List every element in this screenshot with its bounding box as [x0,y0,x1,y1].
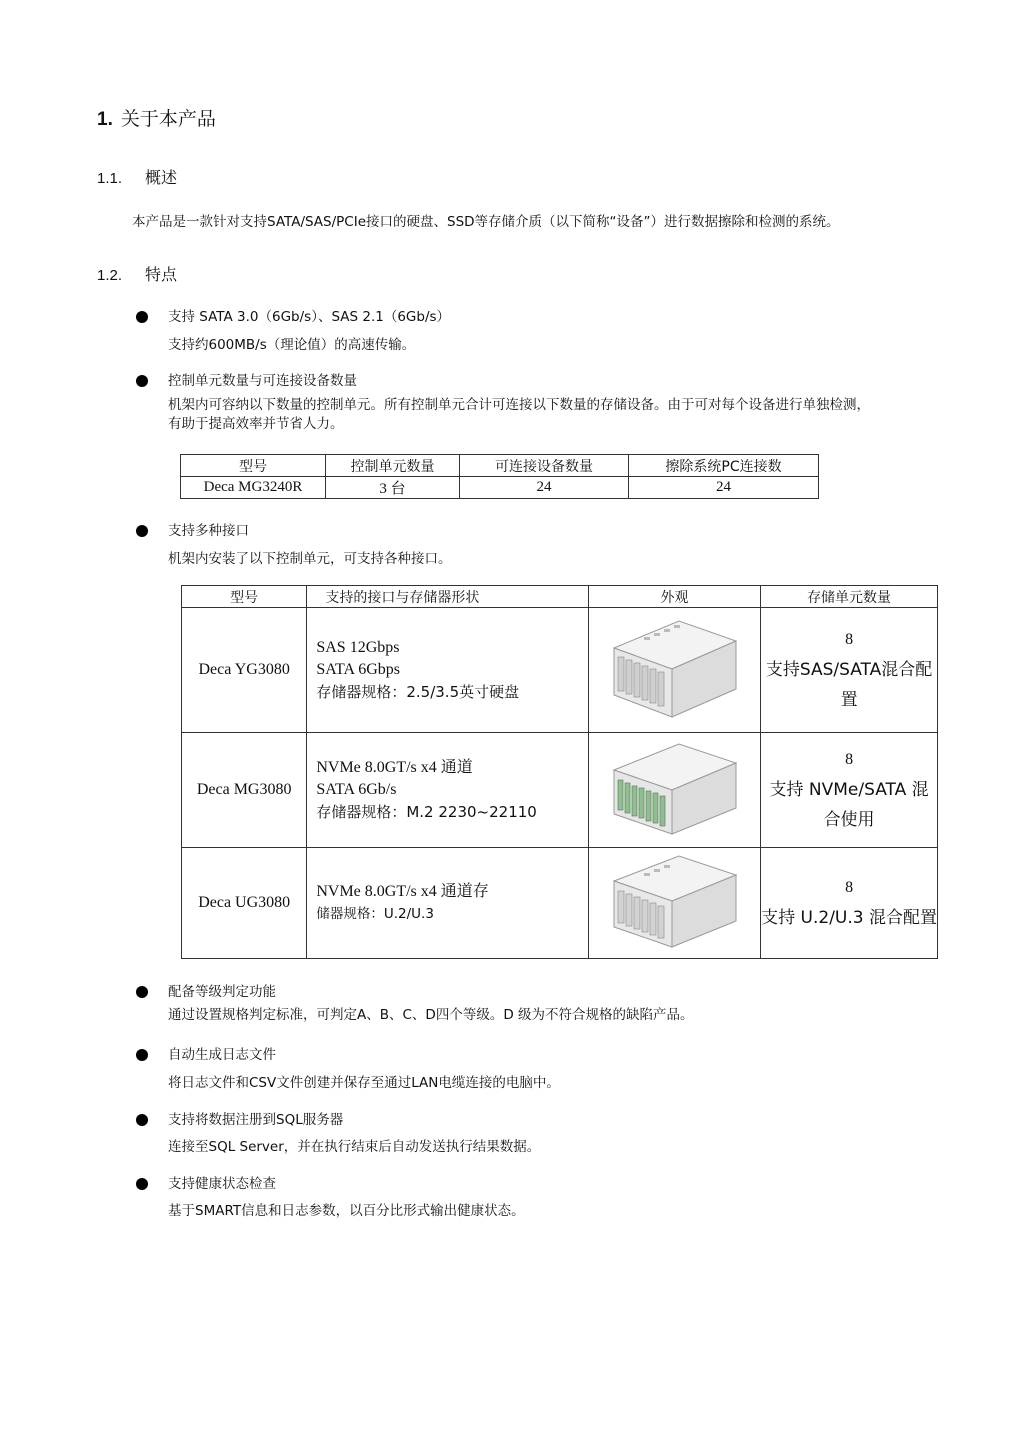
model-cell: Deca YG3080 [182,608,307,733]
interface-table [181,585,938,959]
feature-title: 支持健康状态检查 [168,1176,276,1192]
unit-count: 8 [845,751,854,768]
features-heading [97,262,177,285]
table-header: 可连接设备数量 [460,455,629,477]
feature-desc: 将日志文件和CSV文件创建并保存至通过LAN电缆连接的电脑中。 [168,1075,560,1091]
overview-title: 概述 [145,168,178,187]
interface-line: NVMe 8.0GT/s x4 通道 [316,759,473,776]
feature-title: 自动生成日志文件 [168,1047,276,1063]
feature-desc: 通过设置规格判定标准，可判定A、B、C、D四个等级。D 级为不符合规格的缺陷产品。 [168,1007,694,1023]
count-cell [761,733,938,848]
feature-title: 配备等级判定功能 [168,984,276,1000]
unit-count-desc: 支持SAS/SATA混合配置 [765,660,933,710]
feature-title: 支持 SATA 3.0（6Gb/s）、SAS 2.1（6Gb/s） [168,309,451,325]
count-cell [761,608,938,733]
table-header: 存储单元数量 [761,586,938,608]
rack-chassis-icon [604,613,744,723]
overview-number: 1.1. [97,170,123,187]
appearance-cell [588,608,760,733]
table-header: 擦除系统PC连接数 [629,455,819,477]
table-row [181,477,819,499]
section-heading [97,104,216,131]
bullet-dot-icon [136,311,148,323]
table-header: 控制单元数量 [326,455,460,477]
bullet-dot-icon [136,1049,148,1061]
table-header: 型号 [182,586,307,608]
interface-cell [307,733,588,848]
unit-count: 8 [845,631,854,648]
table-cell: 3 台 [326,477,460,499]
model-cell: Deca UG3080 [182,848,307,959]
overview-text: 本产品是一款针对支持SATA/SAS/PCIe接口的硬盘、SSD等存储介质（以下简称“设备”）进行数据擦除和检测的系统。 [132,214,840,230]
feature-title: 控制单元数量与可连接设备数量 [168,373,357,389]
interface-line: NVMe 8.0GT/s x4 通道存 [316,883,489,900]
overview-heading [97,165,177,188]
unit-count: 8 [845,879,854,896]
table-row [182,608,938,733]
interface-line: 存储器规格：2.5/3.5英寸硬盘 [316,683,520,701]
bullet-dot-icon [136,1114,148,1126]
table-cell: 24 [460,477,629,499]
features-title: 特点 [145,265,178,284]
unit-count-desc: 支持 NVMe/SATA 混合使用 [769,780,929,830]
feature-title: 支持将数据注册到SQL服务器 [168,1112,344,1128]
feature-title: 支持多种接口 [168,523,249,539]
model-cell: Deca MG3080 [182,733,307,848]
table-header: 支持的接口与存储器形状 [307,586,588,608]
interface-line: SATA 6Gb/s [316,781,397,798]
appearance-cell [588,733,760,848]
feature-desc: 基于SMART信息和日志参数，以百分比形式输出健康状态。 [168,1203,525,1219]
bullet-dot-icon [136,1178,148,1190]
bullet-dot-icon [136,986,148,998]
table-row [182,733,938,848]
rack-chassis-icon [604,738,744,838]
feature-desc-continued: 有助于提高效率并节省人力。 [168,416,344,432]
feature-desc: 机架内安装了以下控制单元，可支持各种接口。 [168,551,452,567]
interface-line: 储器规格：U.2/U.3 [316,906,434,922]
bullet-dot-icon [136,375,148,387]
interface-cell [307,608,588,733]
table-cell: 24 [629,477,819,499]
table-row [182,848,938,959]
count-cell [761,848,938,959]
feature-desc: 机架内可容纳以下数量的控制单元。所有控制单元合计可连接以下数量的存储设备。由于可对每个设备进行单独检测， [168,397,870,413]
bullet-dot-icon [136,525,148,537]
features-number: 1.2. [97,267,123,284]
section-title: 关于本产品 [120,108,216,130]
table-header-row [182,586,938,608]
table-header: 外观 [588,586,760,608]
table-header-row [181,455,819,477]
table-cell: Deca MG3240R [181,477,326,499]
feature-desc: 连接至SQL Server，并在执行结束后自动发送执行结果数据。 [168,1139,541,1155]
table-header: 型号 [181,455,326,477]
spec-table [180,454,819,499]
interface-line: SATA 6Gbps [316,661,400,678]
rack-chassis-icon [604,851,744,951]
unit-count-desc: 支持 U.2/U.3 混合配置 [761,908,937,928]
section-number: 1. [97,109,113,130]
interface-line: SAS 12Gbps [316,639,400,656]
appearance-cell [588,848,760,959]
interface-cell [307,848,588,959]
feature-desc: 支持约600MB/s（理论值）的高速传输。 [168,337,416,353]
interface-line: 存储器规格：M.2 2230~22110 [316,803,537,821]
